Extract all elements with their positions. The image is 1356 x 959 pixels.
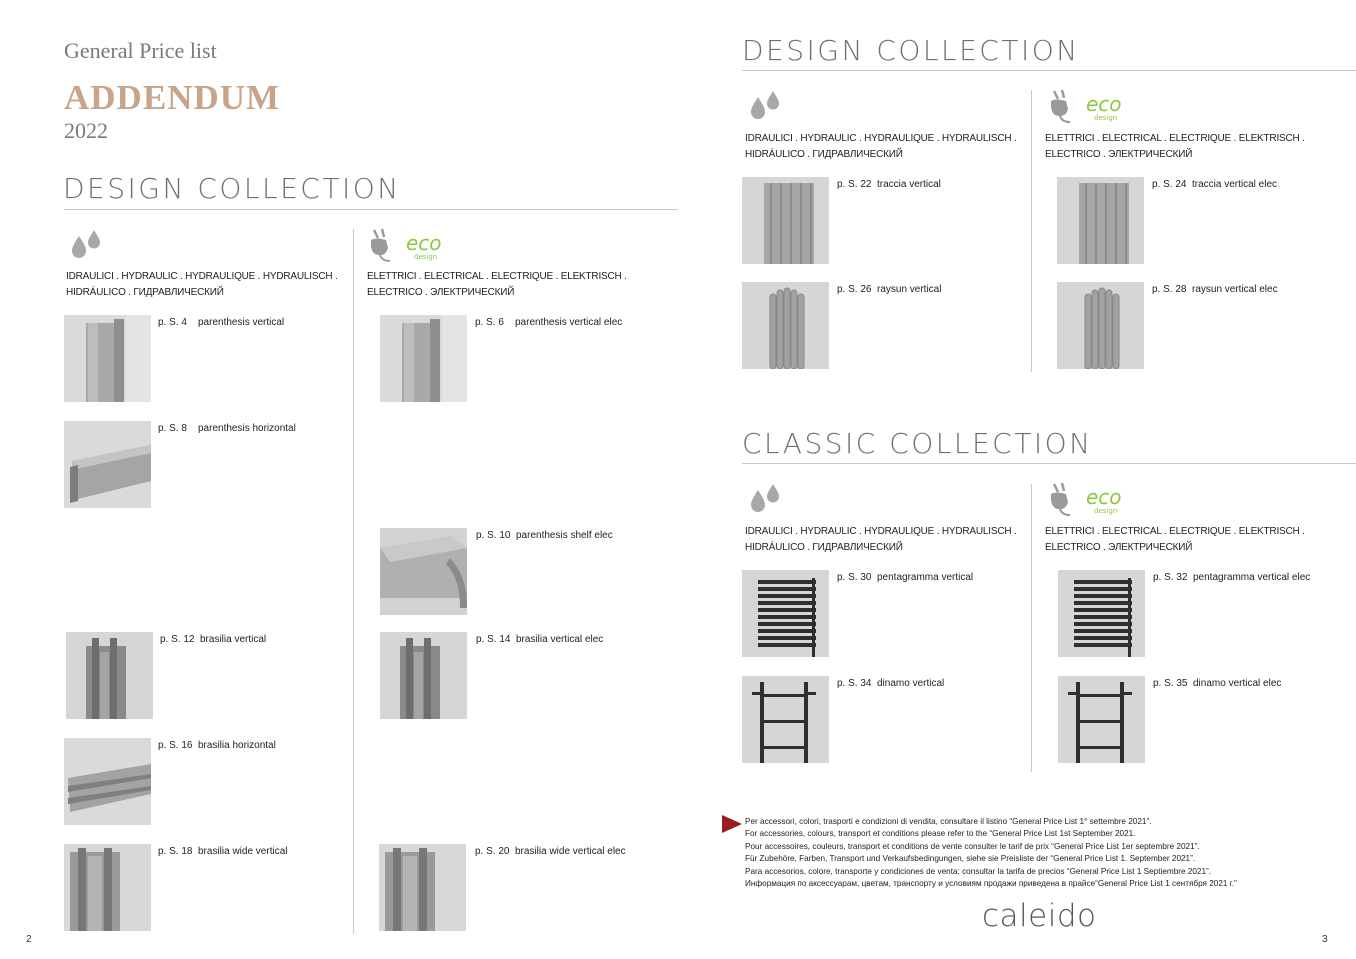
water-drops-icon xyxy=(749,484,783,514)
list-item[interactable] xyxy=(64,421,344,509)
list-item[interactable] xyxy=(742,570,1027,658)
page-ref: p. S. 8 xyxy=(158,423,187,434)
list-item[interactable] xyxy=(1057,282,1347,370)
product-name: dinamo vertical elec xyxy=(1193,678,1282,689)
conditions-notes: Per accessori, colori, trasporti e condizioni di vendita, consultare il listino “General Price List 1° settembre 2021”. For accessories, colours, transport et conditions please refer to the “General Price List 1st September 2021. Pour accessoires, couleurs, transport et conditions de vente consulter le tarif de prix “General Price List 1er septembre 2021”. Für Zubehöre, Farben, Transport und Verkaufsbedingungen, siehe sie Preisliste der “General Price List 1. September 2021”. Para accesorios, colore, transporte y condiciones de venta: consultar la tarifa de precios “General Price List 1 Septiembre 2021”. Информация по аксессуарам, цветам, транспорту и условиям продажи приведена в прайсе“General Price List 1 сентября 2021 г.” xyxy=(745,817,1237,889)
page-number-left: 2 xyxy=(26,934,32,945)
eco-design-plug-icon xyxy=(1048,482,1140,518)
list-item[interactable] xyxy=(380,632,670,720)
product-name: raysun vertical elec xyxy=(1192,284,1278,295)
electric-header: ELETTRICI . ELECTRICAL . ELECTRIQUE . ELEKTRISCH . ELECTRICO . ЭЛЕКТРИЧЕСКИЙ xyxy=(1045,526,1305,553)
list-item[interactable] xyxy=(742,676,1027,764)
raysun-vertical-image xyxy=(742,282,829,369)
electric-header: ELETTRICI . ELECTRICAL . ELECTRIQUE . ELEKTRISCH . ELECTRICO . ЭЛЕКТРИЧЕСКИЙ xyxy=(1045,133,1305,160)
page-ref: p. S. 32 xyxy=(1153,572,1188,583)
parenthesis-vertical-elec-image xyxy=(380,315,467,402)
svg-text:eco: eco xyxy=(406,231,442,255)
eco-design-plug-icon xyxy=(368,228,460,264)
product-name: parenthesis vertical elec xyxy=(515,317,623,328)
list-item[interactable] xyxy=(742,177,1027,265)
water-drops-icon xyxy=(749,91,783,121)
product-name: traccia vertical elec xyxy=(1192,179,1278,190)
page-ref: p. S. 20 xyxy=(475,846,510,857)
section-rule xyxy=(742,70,1356,71)
parenthesis-horizontal-image xyxy=(64,421,151,508)
dinamo-vertical-elec-image xyxy=(1058,676,1145,763)
list-item[interactable] xyxy=(64,315,344,403)
svg-text:eco: eco xyxy=(1086,92,1122,116)
svg-text:design: design xyxy=(1094,114,1118,122)
page-ref: p. S. 22 xyxy=(837,179,872,190)
electric-header: ELETTRICI . ELECTRICAL . ELECTRIQUE . ELEKTRISCH . ELECTRICO . ЭЛЕКТРИЧЕСКИЙ xyxy=(367,271,627,298)
brasilia-vertical-image xyxy=(66,632,153,719)
pentagramma-vertical-image xyxy=(742,570,829,657)
product-name: parenthesis vertical xyxy=(198,317,285,328)
section-rule xyxy=(64,209,678,210)
traccia-vertical-image xyxy=(742,177,829,264)
page-ref: p. S. 18 xyxy=(158,846,193,857)
product-name: dinamo vertical xyxy=(877,678,945,689)
product-name: pentagramma vertical elec xyxy=(1193,572,1311,583)
brand-logo: caleido xyxy=(982,898,1097,934)
product-name: brasilia vertical elec xyxy=(516,634,604,645)
page-ref: p. S. 30 xyxy=(837,572,872,583)
page-ref: p. S. 4 xyxy=(158,317,187,328)
list-item[interactable] xyxy=(1057,177,1347,265)
list-item[interactable] xyxy=(379,844,669,932)
svg-text:design: design xyxy=(414,253,438,261)
hydraulic-header: IDRAULICI . HYDRAULIC . HYDRAULIQUE . HYDRAULISCH . HIDRÁULICO . ГИДРАВЛИЧЕСКИЙ xyxy=(745,526,1017,553)
section-title-classic: CLASSIC COLLECTION xyxy=(742,427,1093,460)
list-item[interactable] xyxy=(742,282,1027,370)
year: 2022 xyxy=(64,118,108,143)
page-ref: p. S. 10 xyxy=(476,530,511,541)
traccia-vertical-elec-image xyxy=(1057,177,1144,264)
product-name: brasilia horizontal xyxy=(198,740,276,751)
section-title-design-right: DESIGN COLLECTION xyxy=(742,34,1080,67)
page-ref: p. S. 16 xyxy=(158,740,193,751)
brasilia-wide-vertical-elec-image xyxy=(379,844,466,931)
page-title: ADDENDUM xyxy=(64,78,281,117)
parenthesis-shelf-elec-image xyxy=(380,528,467,615)
list-item[interactable] xyxy=(64,844,344,932)
hydraulic-header: IDRAULICI . HYDRAULIC . HYDRAULIQUE . HYDRAULISCH . HIDRÁULICO . ГИДРАВЛИЧЕСКИЙ xyxy=(66,271,338,298)
column-divider xyxy=(353,229,354,934)
supertitle: General Price list xyxy=(64,38,217,63)
list-item[interactable] xyxy=(66,632,346,720)
brasilia-wide-vertical-image xyxy=(64,844,151,931)
list-item[interactable] xyxy=(380,528,670,616)
pentagramma-vertical-elec-image xyxy=(1058,570,1145,657)
section-rule xyxy=(742,463,1356,464)
water-drops-icon xyxy=(70,230,104,260)
page-ref: p. S. 35 xyxy=(1153,678,1188,689)
product-name: parenthesis shelf elec xyxy=(516,530,613,541)
page-ref: p. S. 24 xyxy=(1152,179,1187,190)
svg-text:design: design xyxy=(1094,507,1118,515)
list-item[interactable] xyxy=(1058,570,1348,658)
product-name: brasilia wide vertical xyxy=(198,846,288,857)
list-item[interactable] xyxy=(64,738,344,826)
dinamo-vertical-image xyxy=(742,676,829,763)
product-name: brasilia vertical xyxy=(200,634,267,645)
page-ref: p. S. 34 xyxy=(837,678,872,689)
page-ref: p. S. 26 xyxy=(837,284,872,295)
brasilia-horizontal-image xyxy=(64,738,151,825)
product-name: raysun vertical xyxy=(877,284,942,295)
svg-text:eco: eco xyxy=(1086,485,1122,509)
column-divider xyxy=(1031,90,1032,372)
parenthesis-vertical-image xyxy=(64,315,151,402)
hydraulic-header: IDRAULICI . HYDRAULIC . HYDRAULIQUE . HYDRAULISCH . HIDRÁULICO . ГИДРАВЛИЧЕСКИЙ xyxy=(745,133,1017,160)
page-ref: p. S. 6 xyxy=(475,317,504,328)
section-title-design-left: DESIGN COLLECTION xyxy=(63,172,401,205)
list-item[interactable] xyxy=(380,315,670,403)
page-number-right: 3 xyxy=(1322,934,1328,945)
list-item[interactable] xyxy=(1058,676,1348,764)
page-ref: p. S. 12 xyxy=(160,634,195,645)
product-name: brasilia wide vertical elec xyxy=(515,846,626,857)
page-ref: p. S. 28 xyxy=(1152,284,1187,295)
eco-design-plug-icon xyxy=(1048,89,1140,125)
page-ref: p. S. 14 xyxy=(476,634,511,645)
arrow-icon xyxy=(722,815,742,838)
product-name: traccia vertical xyxy=(877,179,941,190)
product-name: parenthesis horizontal xyxy=(198,423,296,434)
product-name: pentagramma vertical xyxy=(877,572,974,583)
column-divider xyxy=(1031,484,1032,772)
raysun-vertical-elec-image xyxy=(1057,282,1144,369)
brasilia-vertical-elec-image xyxy=(380,632,467,719)
